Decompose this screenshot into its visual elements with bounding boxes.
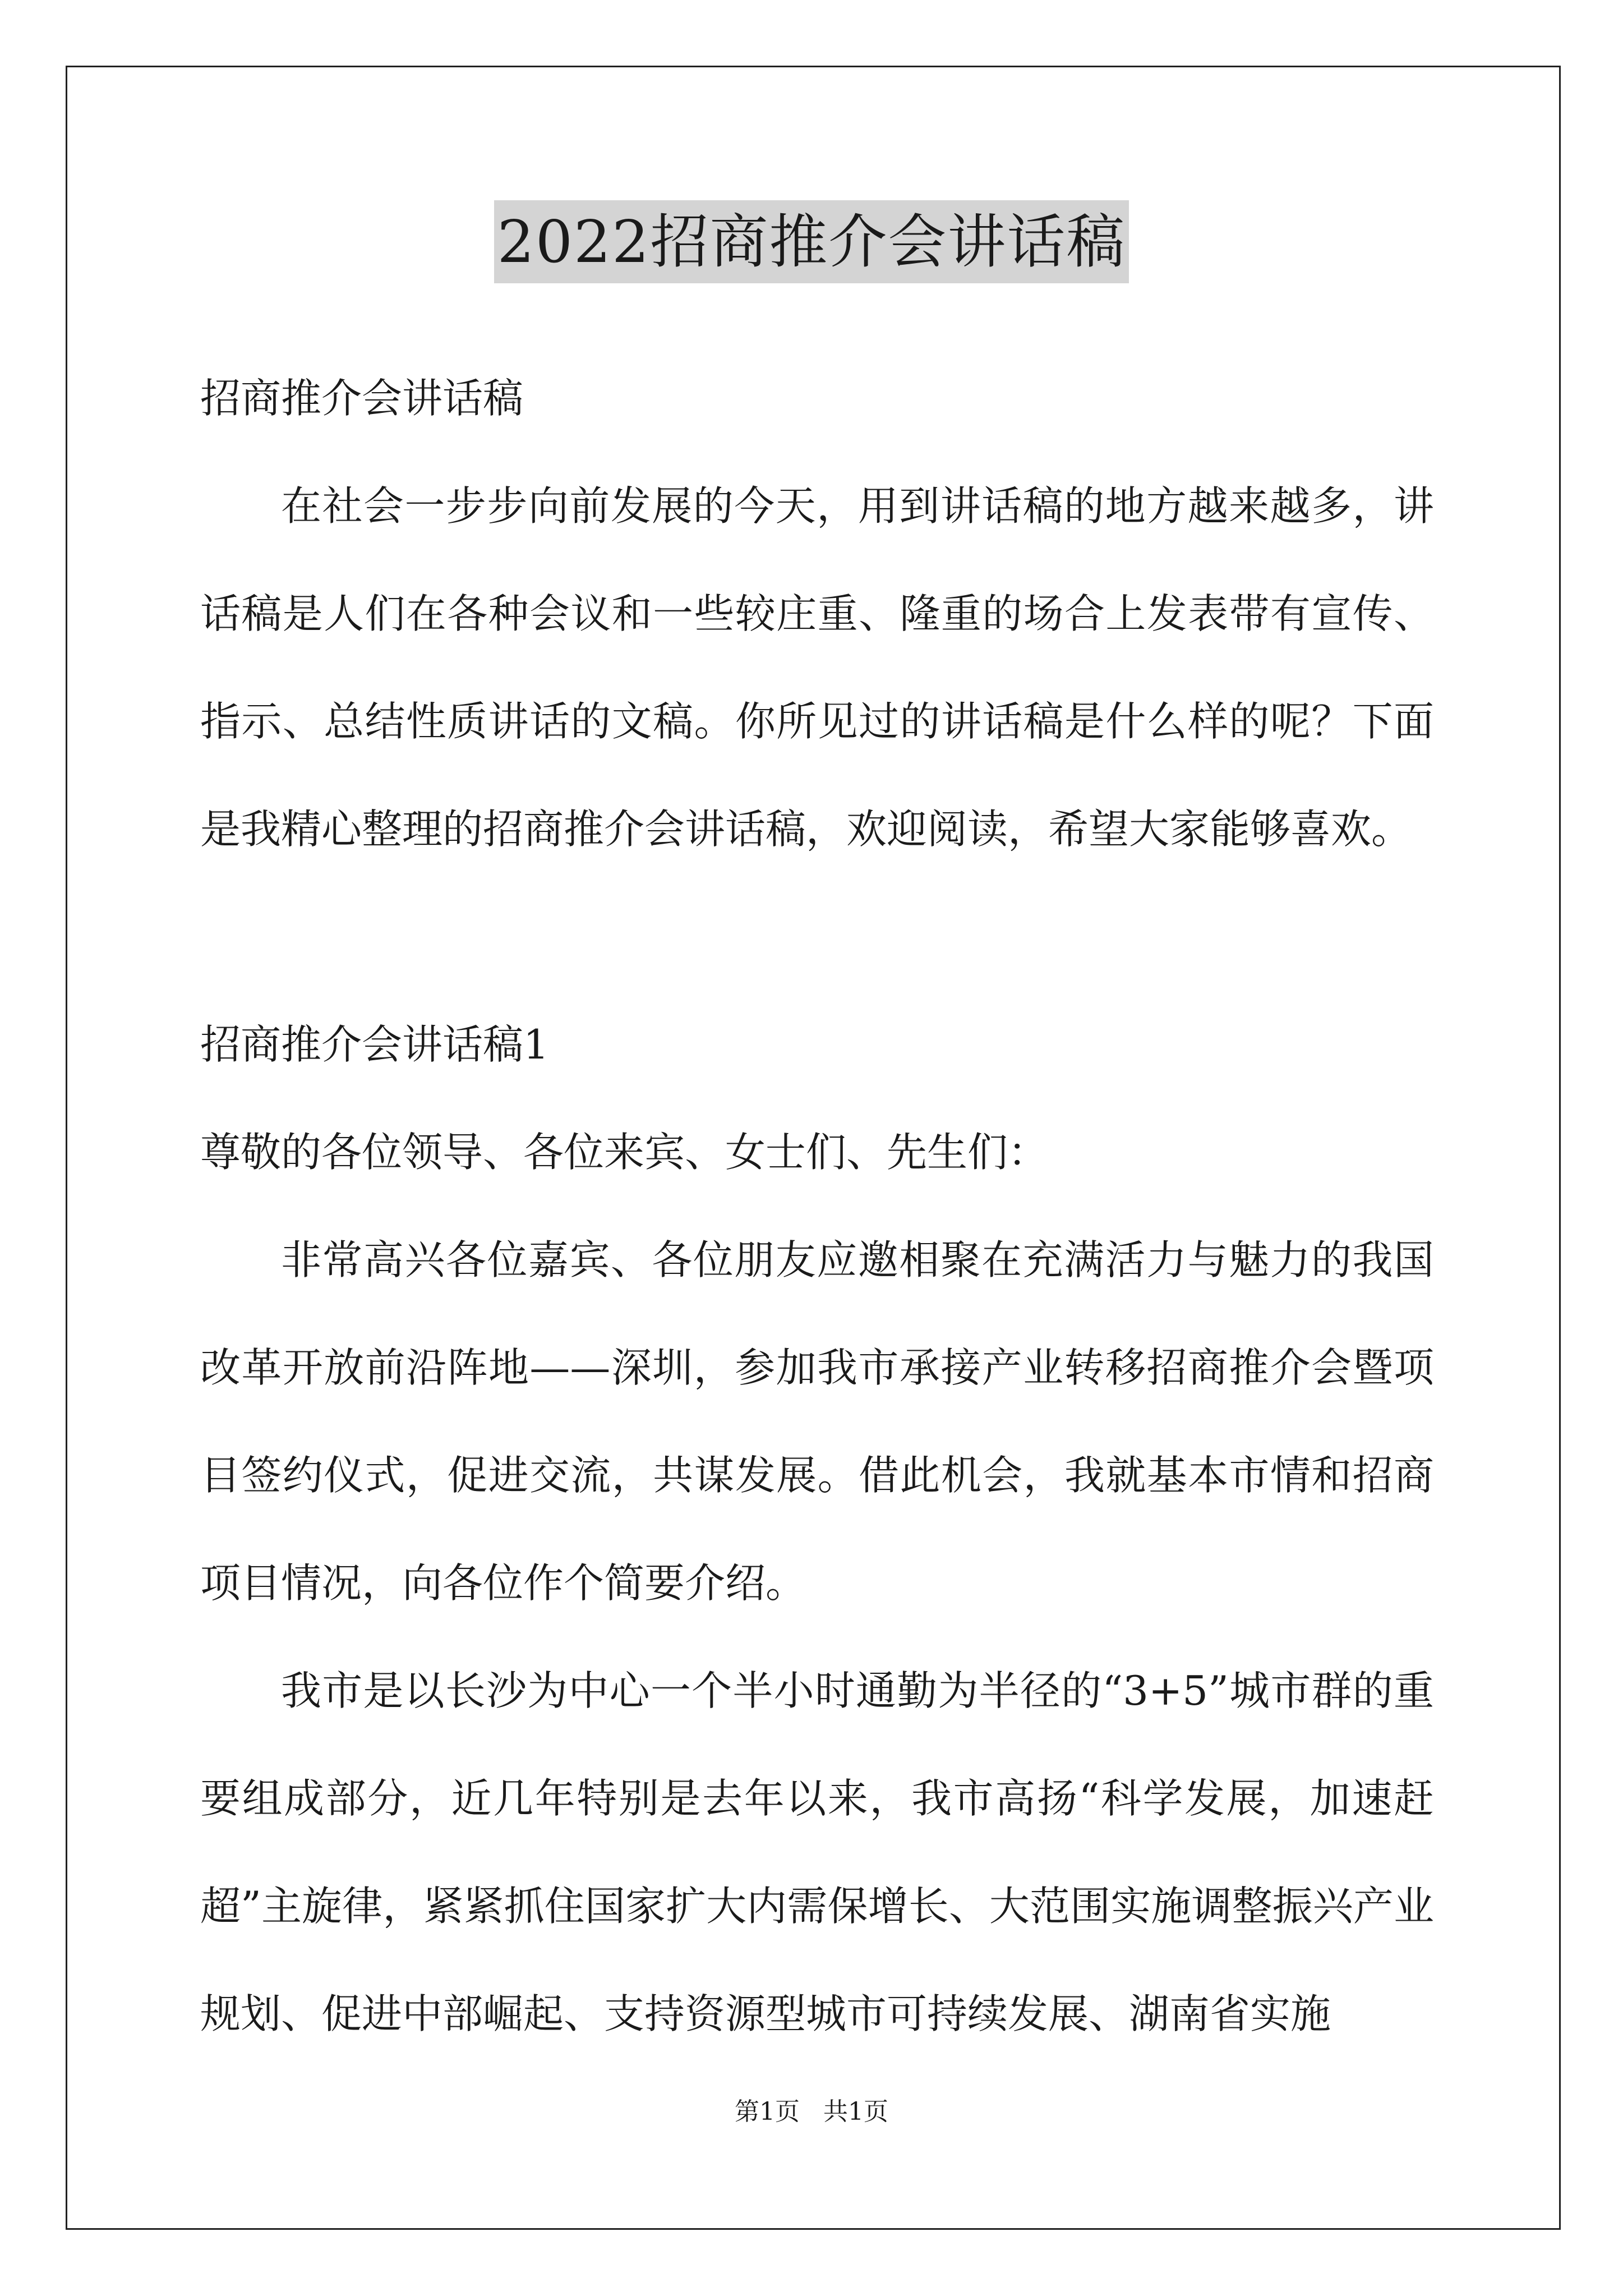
body-paragraph-2: 我市是以长沙为中心一个半小时通勤为半径的“3+5”城市群的重要组成部分，近几年特别是去年以来，我市高扬“科学发展，加速赶超”主旋律，紧紧抓住国家扩大内需保增长、大范围实施调整振兴产业规划、促进中部崛起、支持资源型城市可持续发展、湖南省实施 [200,1667,1434,2037]
salutation: 尊敬的各位领导、各位来宾、女士们、先生们： [200,1129,1049,1176]
page-footer: 第1页 共1页 [735,2097,888,2126]
intro-heading: 招商推介会讲话稿 [200,375,524,422]
document-body [200,344,1434,2068]
body-paragraph-1: 非常高兴各位嘉宾、各位朋友应邀相聚在充满活力与魅力的我国改革开放前沿阵地——深圳，参加我市承接产业转移招商推介会暨项目签约仪式，促进交流，共谋发展。借此机会，我就基本市情和招商项目情况，向各位作个简要介绍。 [200,1236,1434,1607]
intro-paragraph: 在社会一步步向前发展的今天，用到讲话稿的地方越来越多，讲话稿是人们在各种会议和一些较庄重、隆重的场合上发表带有宣传、指示、总结性质讲话的文稿。你所见过的讲话稿是什么样的呢？下面是我精心整理的招商推介会讲话稿，欢迎阅读，希望大家能够喜欢。 [200,482,1434,853]
title-container [0,200,1623,283]
section-heading: 招商推介会讲话稿1 [200,1021,549,1068]
document-title: 2022招商推介会讲话稿 [494,200,1129,283]
section-spacer [200,883,1434,991]
